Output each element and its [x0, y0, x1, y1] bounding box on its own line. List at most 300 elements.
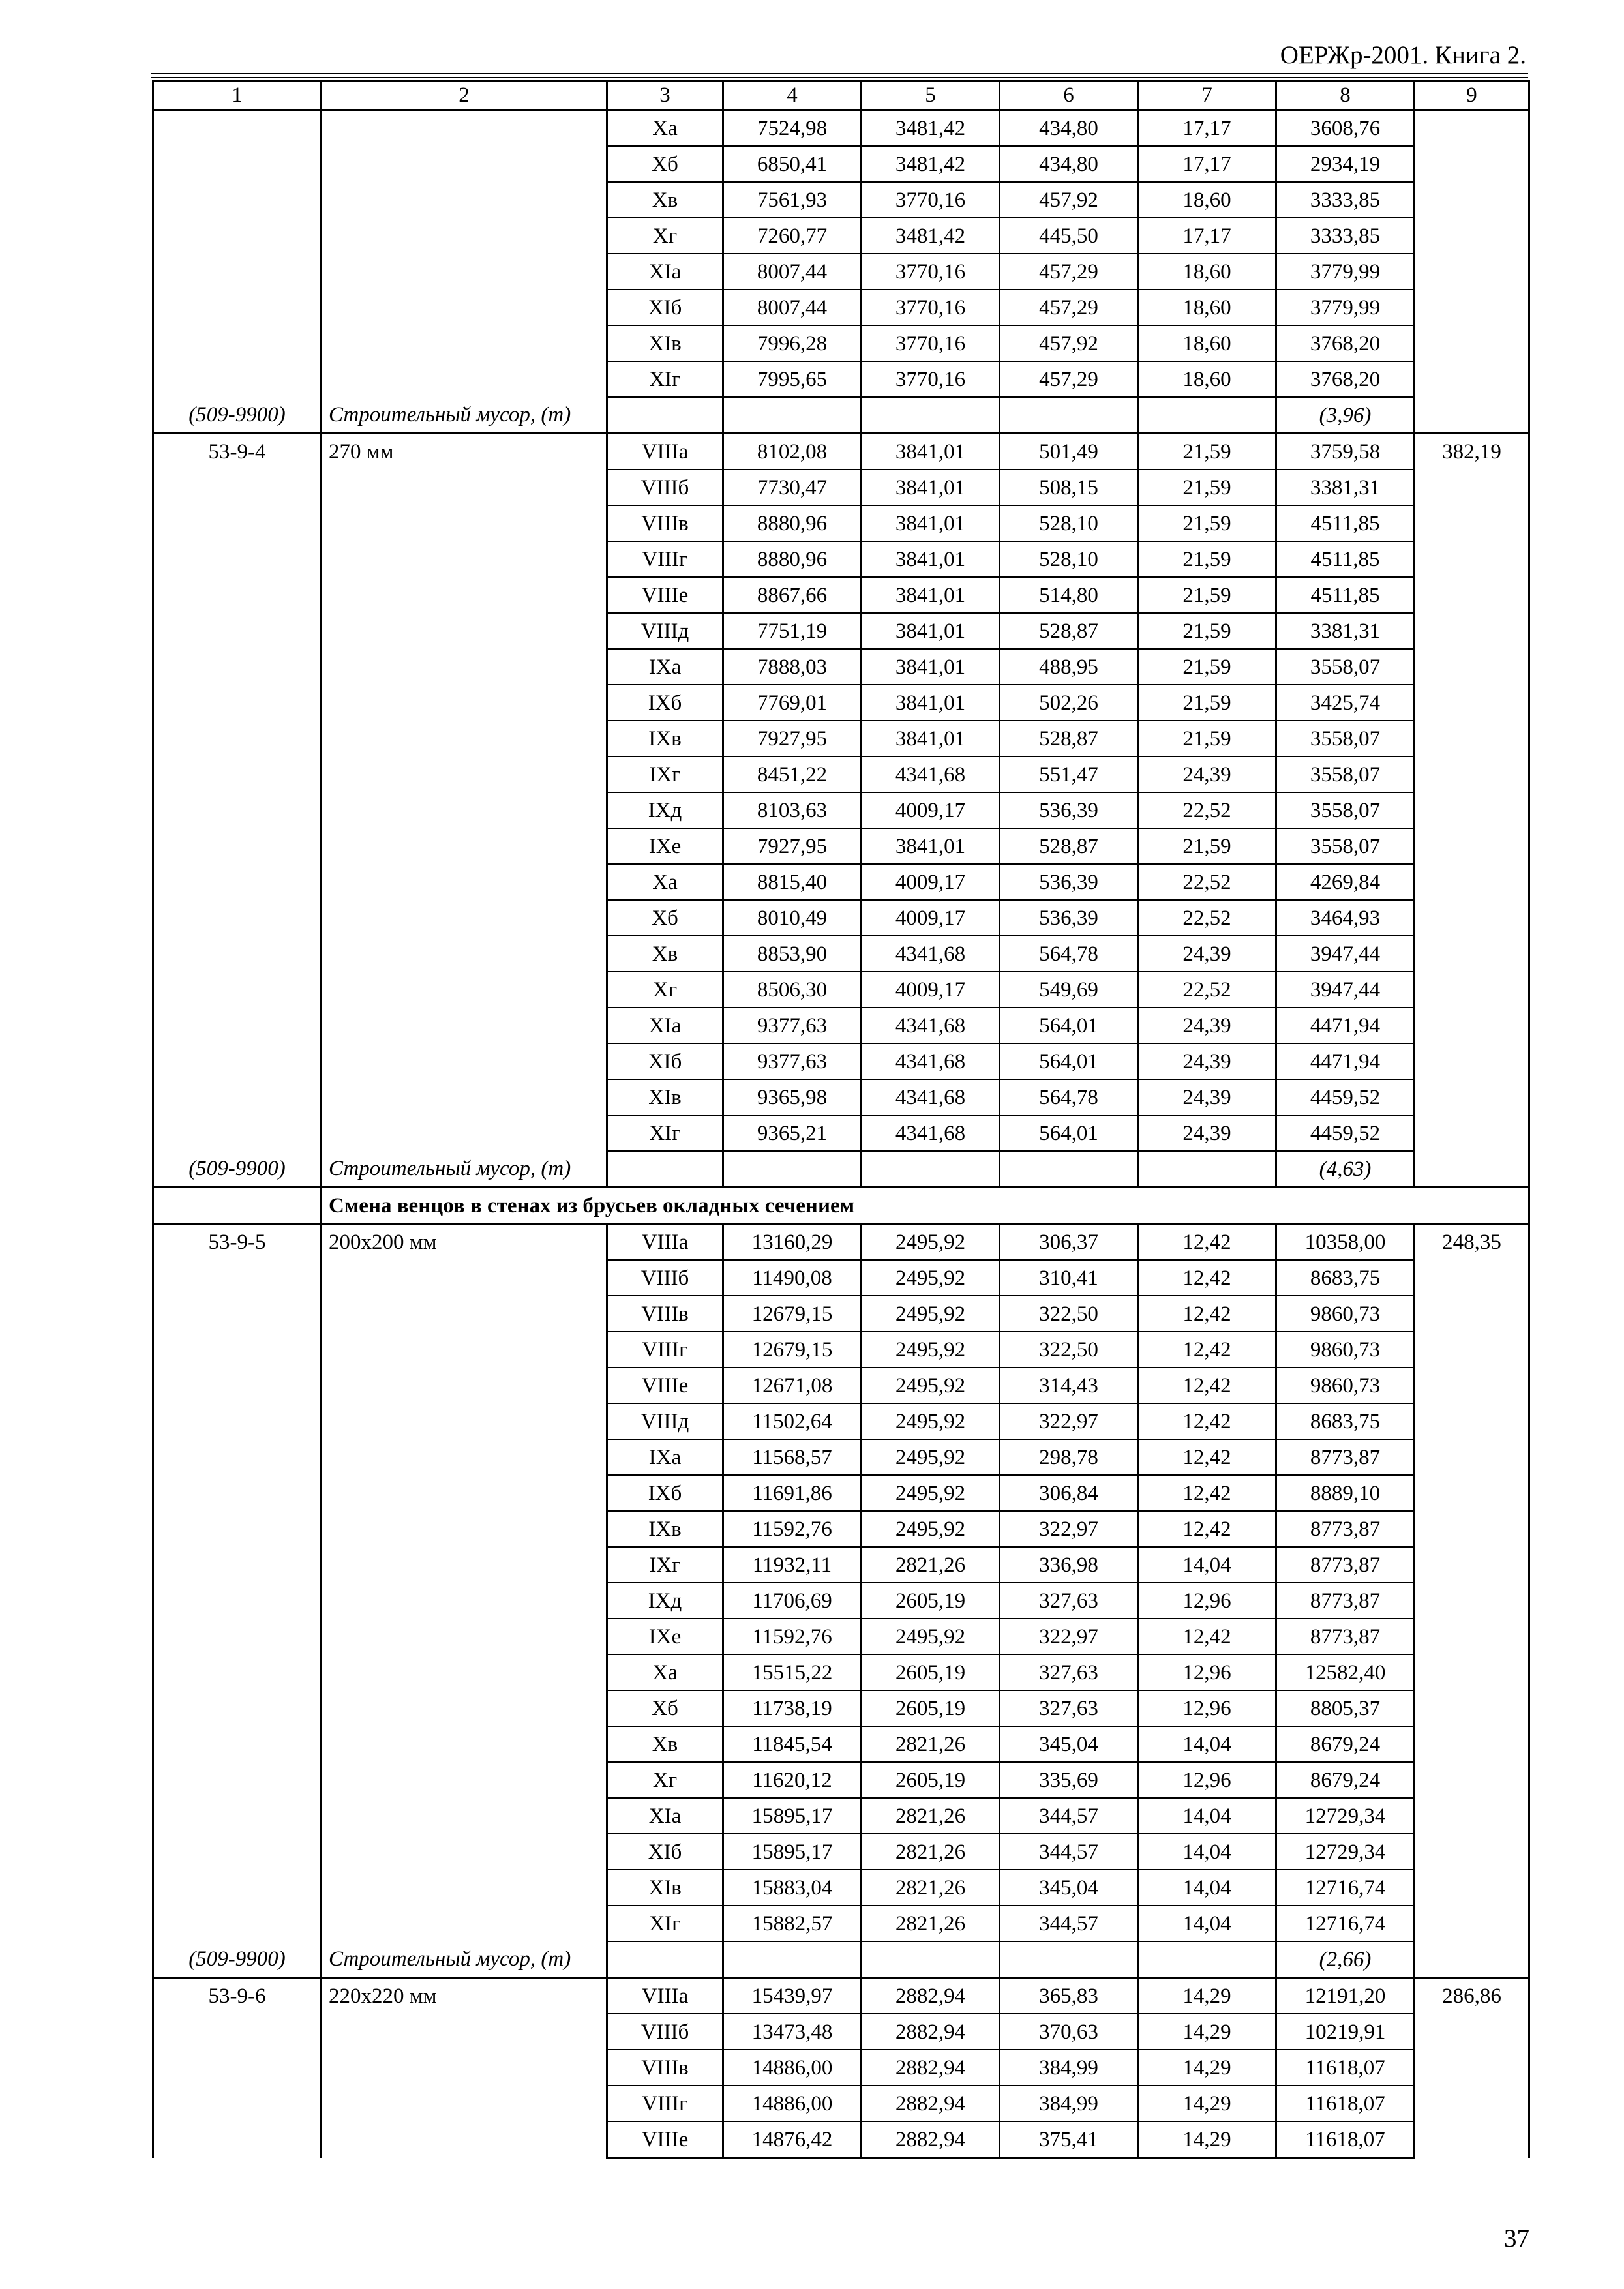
- value-cell: 536,39: [1000, 792, 1138, 828]
- value-cell: 8007,44: [723, 290, 862, 325]
- value-cell: 11618,07: [1276, 2121, 1415, 2158]
- value-cell: VIIIа: [607, 1978, 723, 2014]
- value-cell: 488,95: [1000, 649, 1138, 685]
- value-cell: 3481,42: [862, 110, 1000, 147]
- value-cell: 9365,98: [723, 1079, 862, 1115]
- value-cell: 14,04: [1138, 1906, 1276, 1941]
- value-cell: 22,52: [1138, 792, 1276, 828]
- value-cell: 12679,15: [723, 1332, 862, 1368]
- value-cell: 9860,73: [1276, 1296, 1415, 1332]
- total-cell: 382,19: [1415, 434, 1529, 1188]
- empty-cell: [1000, 1941, 1138, 1978]
- value-cell: 10219,91: [1276, 2014, 1415, 2050]
- value-cell: 2821,26: [862, 1798, 1000, 1834]
- value-cell: 3841,01: [862, 470, 1000, 505]
- value-cell: 564,01: [1000, 1115, 1138, 1151]
- value-cell: 536,39: [1000, 864, 1138, 900]
- value-cell: 2882,94: [862, 2050, 1000, 2086]
- section-code-cell: [153, 1188, 322, 1224]
- value-cell: 3381,31: [1276, 470, 1415, 505]
- value-cell: 12679,15: [723, 1296, 862, 1332]
- value-cell: 564,01: [1000, 1043, 1138, 1079]
- value-cell: XIг: [607, 1115, 723, 1151]
- table-row: [153, 1224, 1529, 1261]
- empty-cell: [1000, 397, 1138, 434]
- value-cell: 2495,92: [862, 1368, 1000, 1403]
- value-cell: 457,29: [1000, 254, 1138, 290]
- value-cell: 327,63: [1000, 1654, 1138, 1690]
- value-cell: 344,57: [1000, 1834, 1138, 1870]
- value-cell: 336,98: [1000, 1547, 1138, 1583]
- value-cell: 8889,10: [1276, 1475, 1415, 1511]
- value-cell: 8103,63: [723, 792, 862, 828]
- value-cell: 2605,19: [862, 1654, 1000, 1690]
- value-cell: Xб: [607, 146, 723, 182]
- value-cell: 434,80: [1000, 110, 1138, 147]
- value-cell: 8683,75: [1276, 1403, 1415, 1439]
- value-cell: 14,29: [1138, 2121, 1276, 2158]
- value-cell: 14886,00: [723, 2050, 862, 2086]
- value-cell: 8007,44: [723, 254, 862, 290]
- value-cell: VIIIб: [607, 1260, 723, 1296]
- value-cell: 3770,16: [862, 361, 1000, 397]
- value-cell: 2495,92: [862, 1296, 1000, 1332]
- value-cell: 12,96: [1138, 1654, 1276, 1690]
- value-cell: 3779,99: [1276, 254, 1415, 290]
- value-cell: Xа: [607, 1654, 723, 1690]
- value-cell: 7561,93: [723, 182, 862, 218]
- value-cell: 21,59: [1138, 577, 1276, 613]
- value-cell: 3770,16: [862, 182, 1000, 218]
- value-cell: IXв: [607, 721, 723, 756]
- value-cell: 3558,07: [1276, 828, 1415, 864]
- value-cell: 21,59: [1138, 541, 1276, 577]
- value-cell: IXв: [607, 1511, 723, 1547]
- value-cell: 12191,20: [1276, 1978, 1415, 2014]
- value-cell: 528,87: [1000, 828, 1138, 864]
- value-cell: IXе: [607, 828, 723, 864]
- value-cell: 2495,92: [862, 1224, 1000, 1261]
- page-header: ОЕРЖр-2001. Книга 2.: [1280, 41, 1526, 69]
- value-cell: 370,63: [1000, 2014, 1138, 2050]
- value-cell: 8451,22: [723, 756, 862, 792]
- value-cell: 2821,26: [862, 1547, 1000, 1583]
- header-rule-thin: [151, 77, 1528, 78]
- value-cell: 4511,85: [1276, 541, 1415, 577]
- value-cell: 12,96: [1138, 1583, 1276, 1619]
- value-cell: 12,42: [1138, 1619, 1276, 1654]
- value-cell: 551,47: [1000, 756, 1138, 792]
- value-cell: Xа: [607, 864, 723, 900]
- value-cell: 15895,17: [723, 1834, 862, 1870]
- value-cell: VIIIе: [607, 1368, 723, 1403]
- value-cell: 21,59: [1138, 470, 1276, 505]
- code-cell: 53-9-4: [153, 434, 322, 1152]
- value-cell: VIIIе: [607, 577, 723, 613]
- code-cell: [153, 110, 322, 398]
- value-cell: 11592,76: [723, 1619, 862, 1654]
- value-cell: 3558,07: [1276, 721, 1415, 756]
- value-cell: Xв: [607, 1726, 723, 1762]
- value-cell: IXа: [607, 649, 723, 685]
- value-cell: 335,69: [1000, 1762, 1138, 1798]
- value-cell: 4471,94: [1276, 1043, 1415, 1079]
- value-cell: 6850,41: [723, 146, 862, 182]
- value-cell: 8867,66: [723, 577, 862, 613]
- value-cell: 2605,19: [862, 1762, 1000, 1798]
- value-cell: VIIIв: [607, 2050, 723, 2086]
- value-cell: 11706,69: [723, 1583, 862, 1619]
- value-cell: IXг: [607, 756, 723, 792]
- value-cell: 3768,20: [1276, 361, 1415, 397]
- value-cell: VIIIд: [607, 1403, 723, 1439]
- value-cell: 384,99: [1000, 2086, 1138, 2121]
- value-cell: 14,04: [1138, 1870, 1276, 1906]
- value-cell: XIа: [607, 1798, 723, 1834]
- value-cell: 11738,19: [723, 1690, 862, 1726]
- value-cell: 15895,17: [723, 1798, 862, 1834]
- value-cell: 4511,85: [1276, 505, 1415, 541]
- value-cell: 14,29: [1138, 2050, 1276, 2086]
- value-cell: 3464,93: [1276, 900, 1415, 936]
- value-cell: 457,92: [1000, 182, 1138, 218]
- value-cell: 9860,73: [1276, 1368, 1415, 1403]
- value-cell: 3841,01: [862, 505, 1000, 541]
- value-cell: 7888,03: [723, 649, 862, 685]
- value-cell: 375,41: [1000, 2121, 1138, 2158]
- value-cell: 2605,19: [862, 1690, 1000, 1726]
- value-cell: XIг: [607, 1906, 723, 1941]
- empty-cell: [607, 1151, 723, 1188]
- value-cell: XIв: [607, 1079, 723, 1115]
- value-cell: IXд: [607, 1583, 723, 1619]
- value-cell: 12716,74: [1276, 1906, 1415, 1941]
- value-cell: 11592,76: [723, 1511, 862, 1547]
- value-cell: 14,04: [1138, 1547, 1276, 1583]
- value-cell: 12582,40: [1276, 1654, 1415, 1690]
- value-cell: 2495,92: [862, 1619, 1000, 1654]
- value-cell: 4009,17: [862, 900, 1000, 936]
- value-cell: 3608,76: [1276, 110, 1415, 147]
- value-cell: 11618,07: [1276, 2086, 1415, 2121]
- value-cell: 4009,17: [862, 864, 1000, 900]
- value-cell: VIIIа: [607, 434, 723, 470]
- waste-name-cell: Строительный мусор, (т): [322, 1151, 607, 1188]
- value-cell: 4341,68: [862, 1008, 1000, 1043]
- value-cell: 3759,58: [1276, 434, 1415, 470]
- value-cell: 2495,92: [862, 1439, 1000, 1475]
- value-cell: 3841,01: [862, 685, 1000, 721]
- value-cell: 3333,85: [1276, 218, 1415, 254]
- value-cell: 3558,07: [1276, 792, 1415, 828]
- value-cell: 7730,47: [723, 470, 862, 505]
- waste-code-cell: (509-9900): [153, 1941, 322, 1978]
- name-cell: 200х200 мм: [322, 1224, 607, 1942]
- value-cell: 2882,94: [862, 2121, 1000, 2158]
- value-cell: 3768,20: [1276, 325, 1415, 361]
- value-cell: 14,04: [1138, 1798, 1276, 1834]
- value-cell: 2821,26: [862, 1870, 1000, 1906]
- value-cell: 24,39: [1138, 1043, 1276, 1079]
- value-cell: 8773,87: [1276, 1583, 1415, 1619]
- value-cell: 528,10: [1000, 541, 1138, 577]
- value-cell: 12,42: [1138, 1439, 1276, 1475]
- value-cell: 21,59: [1138, 649, 1276, 685]
- value-cell: 21,59: [1138, 721, 1276, 756]
- value-cell: 502,26: [1000, 685, 1138, 721]
- value-cell: 24,39: [1138, 1079, 1276, 1115]
- value-cell: 3841,01: [862, 434, 1000, 470]
- value-cell: 2495,92: [862, 1260, 1000, 1296]
- value-cell: XIв: [607, 325, 723, 361]
- value-cell: 18,60: [1138, 361, 1276, 397]
- value-cell: 21,59: [1138, 434, 1276, 470]
- value-cell: 4009,17: [862, 972, 1000, 1008]
- value-cell: 3770,16: [862, 254, 1000, 290]
- value-cell: 564,01: [1000, 1008, 1138, 1043]
- value-cell: 11845,54: [723, 1726, 862, 1762]
- value-cell: 536,39: [1000, 900, 1138, 936]
- value-cell: 8679,24: [1276, 1726, 1415, 1762]
- value-cell: 7751,19: [723, 613, 862, 649]
- value-cell: 4009,17: [862, 792, 1000, 828]
- value-cell: 2882,94: [862, 2086, 1000, 2121]
- value-cell: 7524,98: [723, 110, 862, 147]
- column-header: 4: [723, 81, 862, 110]
- code-cell: 53-9-5: [153, 1224, 322, 1942]
- waste-value-cell: (3,96): [1276, 397, 1415, 434]
- value-cell: 564,78: [1000, 936, 1138, 972]
- column-header: 3: [607, 81, 723, 110]
- value-cell: 345,04: [1000, 1870, 1138, 1906]
- value-cell: IXб: [607, 1475, 723, 1511]
- table-row: [153, 1978, 1529, 2014]
- value-cell: Xг: [607, 218, 723, 254]
- value-cell: 12,42: [1138, 1403, 1276, 1439]
- name-cell: 220х220 мм: [322, 1978, 607, 2158]
- value-cell: 8773,87: [1276, 1547, 1415, 1583]
- value-cell: IXг: [607, 1547, 723, 1583]
- column-number-row: [153, 81, 1529, 110]
- value-cell: 445,50: [1000, 218, 1138, 254]
- value-cell: 322,97: [1000, 1403, 1138, 1439]
- value-cell: 457,29: [1000, 361, 1138, 397]
- value-cell: 22,52: [1138, 864, 1276, 900]
- value-cell: 4341,68: [862, 1043, 1000, 1079]
- value-cell: 14886,00: [723, 2086, 862, 2121]
- value-cell: 4471,94: [1276, 1008, 1415, 1043]
- value-cell: 508,15: [1000, 470, 1138, 505]
- value-cell: 2934,19: [1276, 146, 1415, 182]
- total-cell: 286,86: [1415, 1978, 1529, 2158]
- value-cell: 2605,19: [862, 1583, 1000, 1619]
- value-cell: 14,04: [1138, 1726, 1276, 1762]
- value-cell: 528,87: [1000, 613, 1138, 649]
- column-header: 9: [1415, 81, 1529, 110]
- value-cell: 18,60: [1138, 325, 1276, 361]
- value-cell: 2821,26: [862, 1906, 1000, 1941]
- column-header: 6: [1000, 81, 1138, 110]
- value-cell: IXд: [607, 792, 723, 828]
- waste-name-cell: Строительный мусор, (т): [322, 1941, 607, 1978]
- total-cell: [1415, 110, 1529, 434]
- value-cell: 306,37: [1000, 1224, 1138, 1261]
- empty-cell: [1138, 1151, 1276, 1188]
- value-cell: 7927,95: [723, 828, 862, 864]
- value-cell: 3841,01: [862, 649, 1000, 685]
- empty-cell: [607, 397, 723, 434]
- value-cell: 9377,63: [723, 1043, 862, 1079]
- empty-cell: [723, 1941, 862, 1978]
- value-cell: XIб: [607, 1834, 723, 1870]
- value-cell: 2495,92: [862, 1403, 1000, 1439]
- value-cell: VIIIа: [607, 1224, 723, 1261]
- value-cell: 3779,99: [1276, 290, 1415, 325]
- value-cell: 7769,01: [723, 685, 862, 721]
- value-cell: 4341,68: [862, 1115, 1000, 1151]
- value-cell: 14,29: [1138, 2014, 1276, 2050]
- waste-row: [153, 1941, 1529, 1978]
- value-cell: 15883,04: [723, 1870, 862, 1906]
- value-cell: 434,80: [1000, 146, 1138, 182]
- value-cell: 18,60: [1138, 290, 1276, 325]
- value-cell: 3481,42: [862, 146, 1000, 182]
- value-cell: 344,57: [1000, 1798, 1138, 1834]
- value-cell: 8773,87: [1276, 1511, 1415, 1547]
- value-cell: 7995,65: [723, 361, 862, 397]
- empty-cell: [862, 1941, 1000, 1978]
- value-cell: 14,29: [1138, 1978, 1276, 2014]
- value-cell: Xг: [607, 1762, 723, 1798]
- value-cell: 8815,40: [723, 864, 862, 900]
- value-cell: VIIIе: [607, 2121, 723, 2158]
- value-cell: 3841,01: [862, 577, 1000, 613]
- waste-value-cell: (4,63): [1276, 1151, 1415, 1188]
- empty-cell: [862, 1151, 1000, 1188]
- value-cell: 12,42: [1138, 1224, 1276, 1261]
- value-cell: IXб: [607, 685, 723, 721]
- value-cell: 17,17: [1138, 110, 1276, 147]
- value-cell: 8880,96: [723, 541, 862, 577]
- value-cell: 11502,64: [723, 1403, 862, 1439]
- value-cell: VIIIб: [607, 2014, 723, 2050]
- empty-cell: [723, 1151, 862, 1188]
- column-header: 7: [1138, 81, 1276, 110]
- value-cell: 11932,11: [723, 1547, 862, 1583]
- price-table: [152, 80, 1530, 2159]
- value-cell: 344,57: [1000, 1906, 1138, 1941]
- value-cell: 514,80: [1000, 577, 1138, 613]
- value-cell: 549,69: [1000, 972, 1138, 1008]
- value-cell: 345,04: [1000, 1726, 1138, 1762]
- value-cell: 2882,94: [862, 2014, 1000, 2050]
- value-cell: 14876,42: [723, 2121, 862, 2158]
- value-cell: 3425,74: [1276, 685, 1415, 721]
- value-cell: 2495,92: [862, 1475, 1000, 1511]
- value-cell: 3381,31: [1276, 613, 1415, 649]
- empty-cell: [1138, 397, 1276, 434]
- value-cell: 8853,90: [723, 936, 862, 972]
- value-cell: 327,63: [1000, 1583, 1138, 1619]
- value-cell: VIIIв: [607, 1296, 723, 1332]
- value-cell: 3481,42: [862, 218, 1000, 254]
- value-cell: 2882,94: [862, 1978, 1000, 2014]
- value-cell: 14,04: [1138, 1834, 1276, 1870]
- value-cell: 15882,57: [723, 1906, 862, 1941]
- value-cell: 18,60: [1138, 182, 1276, 218]
- value-cell: 2495,92: [862, 1332, 1000, 1368]
- value-cell: 322,50: [1000, 1332, 1138, 1368]
- value-cell: 12729,34: [1276, 1834, 1415, 1870]
- value-cell: 314,43: [1000, 1368, 1138, 1403]
- value-cell: 8880,96: [723, 505, 862, 541]
- value-cell: 4269,84: [1276, 864, 1415, 900]
- value-cell: 21,59: [1138, 685, 1276, 721]
- value-cell: 322,50: [1000, 1296, 1138, 1332]
- empty-cell: [723, 397, 862, 434]
- section-heading: Смена венцов в стенах из брусьев окладных сечением: [322, 1188, 1529, 1224]
- value-cell: 8010,49: [723, 900, 862, 936]
- value-cell: 24,39: [1138, 936, 1276, 972]
- table-body: [153, 110, 1529, 2158]
- value-cell: XIг: [607, 361, 723, 397]
- value-cell: 327,63: [1000, 1690, 1138, 1726]
- value-cell: 501,49: [1000, 434, 1138, 470]
- value-cell: 528,10: [1000, 505, 1138, 541]
- value-cell: 365,83: [1000, 1978, 1138, 2014]
- value-cell: 7260,77: [723, 218, 862, 254]
- value-cell: 24,39: [1138, 1008, 1276, 1043]
- value-cell: 4341,68: [862, 936, 1000, 972]
- value-cell: VIIIв: [607, 505, 723, 541]
- total-cell: 248,35: [1415, 1224, 1529, 1978]
- value-cell: 12,42: [1138, 1296, 1276, 1332]
- column-header: 8: [1276, 81, 1415, 110]
- waste-name-cell: Строительный мусор, (т): [322, 397, 607, 434]
- value-cell: 310,41: [1000, 1260, 1138, 1296]
- value-cell: IXе: [607, 1619, 723, 1654]
- value-cell: 11620,12: [723, 1762, 862, 1798]
- value-cell: 15439,97: [723, 1978, 862, 2014]
- value-cell: 306,84: [1000, 1475, 1138, 1511]
- value-cell: 3841,01: [862, 828, 1000, 864]
- value-cell: XIа: [607, 254, 723, 290]
- value-cell: 4511,85: [1276, 577, 1415, 613]
- empty-cell: [1138, 1941, 1276, 1978]
- value-cell: 8506,30: [723, 972, 862, 1008]
- value-cell: 564,78: [1000, 1079, 1138, 1115]
- table-row: [153, 110, 1529, 147]
- value-cell: 11618,07: [1276, 2050, 1415, 2086]
- column-header: 5: [862, 81, 1000, 110]
- value-cell: 8683,75: [1276, 1260, 1415, 1296]
- value-cell: 12,42: [1138, 1260, 1276, 1296]
- value-cell: IXа: [607, 1439, 723, 1475]
- value-cell: Xб: [607, 900, 723, 936]
- value-cell: 4341,68: [862, 756, 1000, 792]
- waste-row: [153, 397, 1529, 434]
- value-cell: 7927,95: [723, 721, 862, 756]
- value-cell: 7996,28: [723, 325, 862, 361]
- value-cell: 298,78: [1000, 1439, 1138, 1475]
- value-cell: 9365,21: [723, 1115, 862, 1151]
- value-cell: 11568,57: [723, 1439, 862, 1475]
- waste-code-cell: (509-9900): [153, 1151, 322, 1188]
- value-cell: 528,87: [1000, 721, 1138, 756]
- value-cell: 12,42: [1138, 1332, 1276, 1368]
- value-cell: XIб: [607, 290, 723, 325]
- value-cell: 17,17: [1138, 218, 1276, 254]
